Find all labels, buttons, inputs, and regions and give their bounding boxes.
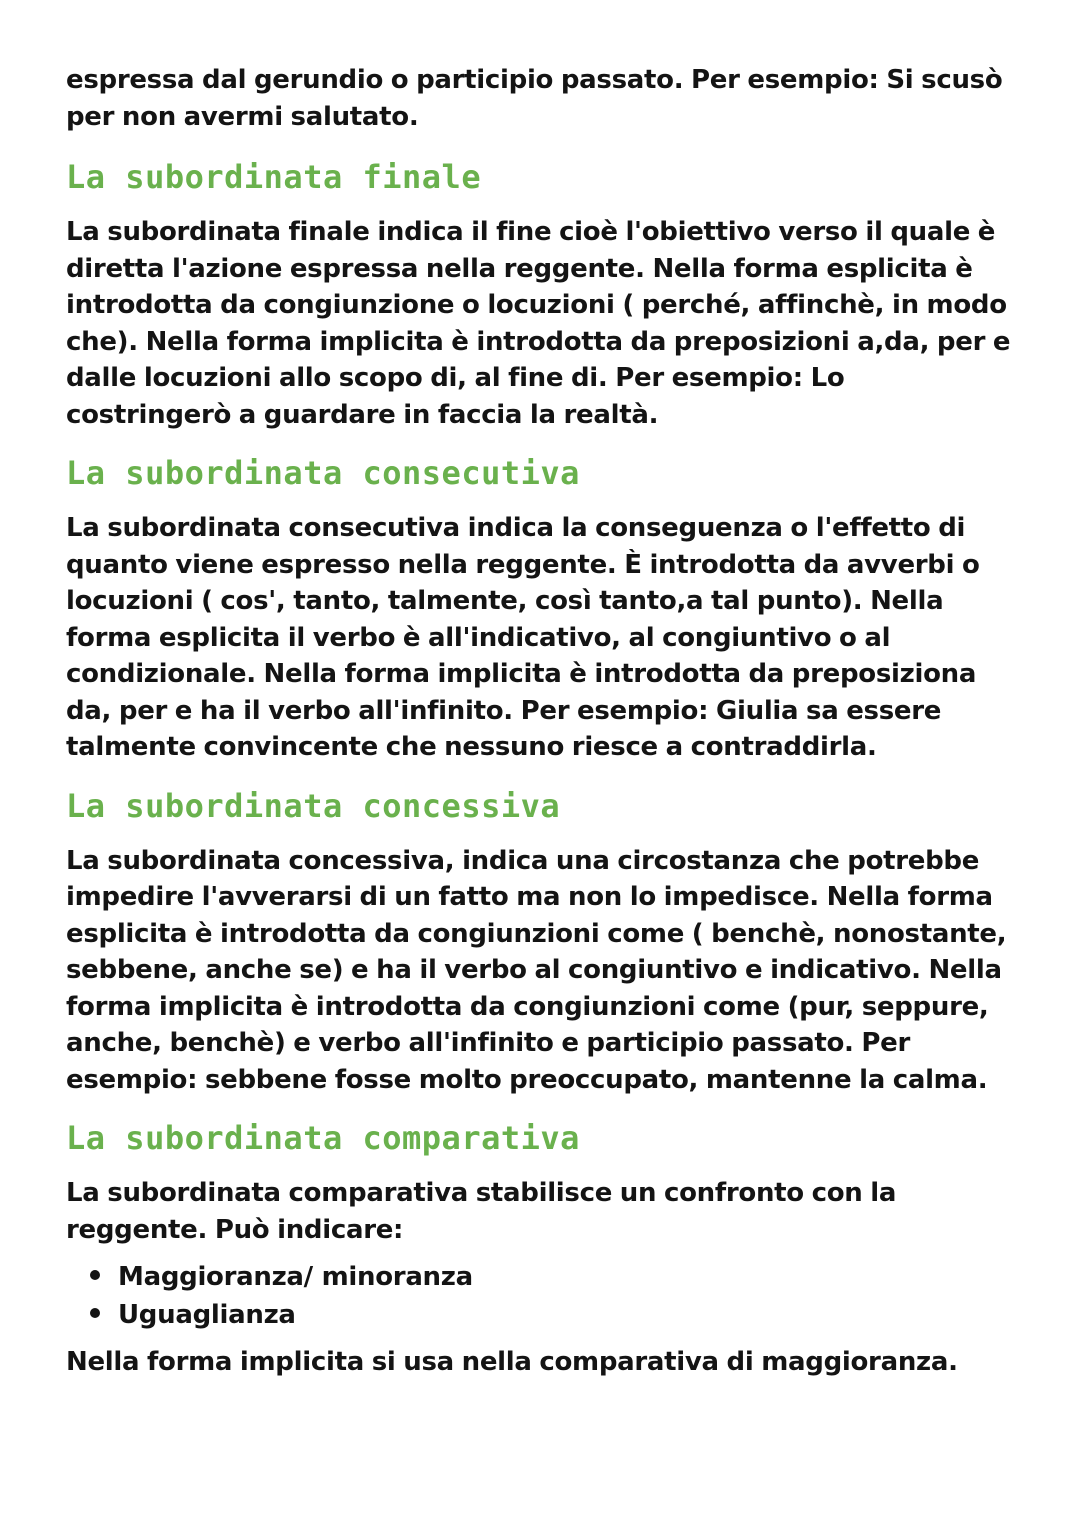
section-body-consecutiva: La subordinata consecutiva indica la conseguenza o l'effetto di quanto viene espresso nella reggente. È introdotta da avverbi o locuzioni ( cos', tanto, talmente, così tanto,a tal punto). Nella forma esplicita il verbo è all'indicativo, al congiuntivo o al condizionale. Nella forma implicita è introdotta da preposiziona da, per e ha il verbo all'infinito. Per esempio: Giulia sa essere talmente convincente che nessuno riesce a contraddirla.: [66, 513, 980, 762]
intro-paragraph: espressa dal gerundio o participio passato. Per esempio: Si scusò per non avermi salutato.: [66, 65, 1003, 132]
section-title-consecutiva: La subordinata consecutiva: [66, 454, 580, 492]
document-page: [66, 62, 1016, 1381]
list-item: [90, 1296, 1016, 1334]
closing-paragraph: Nella forma implicita si usa nella comparativa di maggioranza.: [66, 1347, 958, 1377]
bullet-icon: [90, 1308, 100, 1318]
list-item-label: Uguaglianza: [118, 1300, 296, 1330]
list-item-label: Maggioranza/ minoranza: [118, 1262, 473, 1292]
list-item: [90, 1258, 1016, 1296]
bullet-icon: [90, 1270, 100, 1280]
bullet-list: [66, 1258, 1016, 1334]
section-body-concessiva: La subordinata concessiva, indica una circostanza che potrebbe impedire l'avverarsi di un fatto ma non lo impedisce. Nella forma esplicita è introdotta da congiunzioni come ( benchè, nonostante, sebbene, anche se) e ha il verbo al congiuntivo e indicativo. Nella forma implicita è introdotta da congiunzioni come (pur, seppure, anche, benchè) e verbo all'infinito e participio passato. Per esempio: sebbene fosse molto preoccupato, mantenne la calma.: [66, 845, 1007, 1095]
section-title-concessiva: La subordinata concessiva: [66, 786, 561, 825]
section-body-comparativa: La subordinata comparativa stabilisce un confronto con la reggente. Può indicare:: [66, 1178, 897, 1245]
section-body-finale: La subordinata finale indica il fine cioè l'obiettivo verso il quale è diretta l'azione espressa nella reggente. Nella forma esplicita è introdotta da congiunzione o locuzioni ( perché, affinchè, in modo che). Nella forma implicita è introdotta da preposizioni a,da, per e dalle locuzioni allo scopo di, al fine di. Per esempio: Lo costringerò a guardare in faccia la realtà.: [66, 217, 1011, 430]
section-title-comparativa: La subordinata comparativa: [66, 1119, 580, 1157]
section-title-finale: La subordinata finale: [66, 158, 482, 196]
